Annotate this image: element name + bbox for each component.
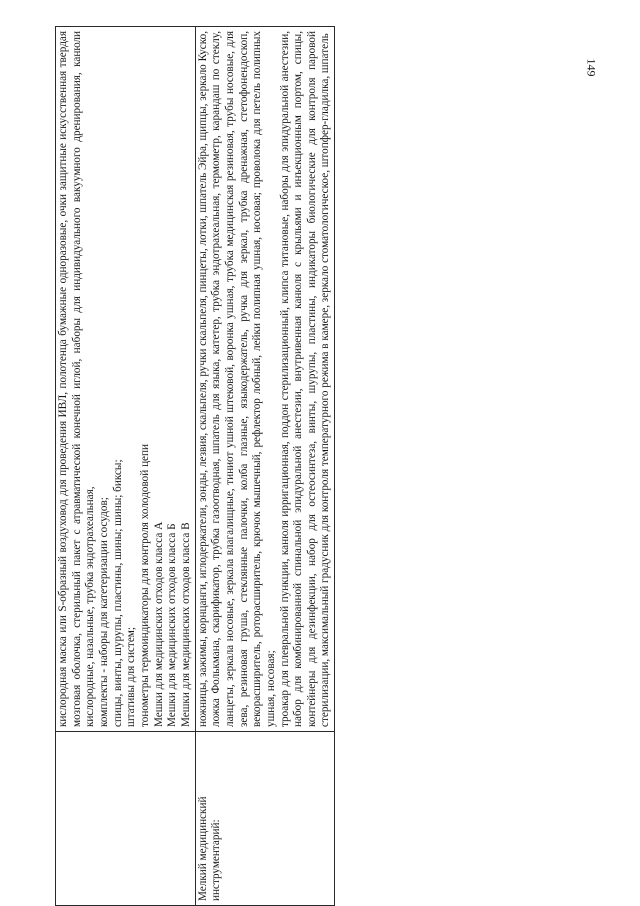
items-cell <box>56 27 196 732</box>
page-number: 149 <box>584 58 599 77</box>
item-line: Мешки для медицинских отходов класса В <box>179 522 192 727</box>
supplies-table <box>55 26 335 906</box>
item-line: кислородная маска или S-образный воздуховод для проведения ИВЛ, полотенца бумажные одноразовые, очки защитные искусственная твердая мозговая оболочка, стерильный пакет с атравматической конечной иглой, наборы для индивидуального вакуумного дренирования, канюли кислородные, назальные, трубка эндотрахеальная, <box>57 31 97 727</box>
table-row <box>56 27 196 906</box>
item-line: ножницы, зажимы, корнцанги, иглодержатели, зонды, лезвия, скальпеля, ручки скальпеля, пинцеты, лотки, шпатель Эйра, щипцы, зеркало Куско, ложка Фолькмана, скарификатор, трубка газоотводная, шпатель для языка, катетер, трубка эндотрахеальная, термометр, карандаш по стеклу, ланцеты, зеркала носовые, зеркала влагалищные, тиниот ушной штековой, воронка ушная, трубка медицинская резиновая, трубы носовые, для зева, резиновая груша, стеклянные палочки, колба глазные, языкодержатель, ручка для зеркал, трубка дренажная, стетофонендоскоп, векорасширитель, роторасширитель, крючок мышечный, рефлектор лобный, лейки полипная ушная, носовая; проволока для петель полипных ушная, носовая; <box>196 31 277 727</box>
item-line: Мешки для медицинских отходов класса А <box>152 521 165 727</box>
category-cell: Мелкий медицинский инструментарий: <box>195 732 335 906</box>
item-line: спицы, винты, шурупы, пластины, шины; шины; биксы; <box>111 459 124 727</box>
items-cell <box>195 27 335 732</box>
item-line: тонометры термоиндикаторы для контроля холодовой цепи <box>138 444 151 727</box>
table-row <box>195 27 335 906</box>
item-line: Мешки для медицинских отходов класса Б <box>166 523 179 727</box>
rotated-table-container <box>55 26 525 906</box>
category-cell <box>56 732 196 906</box>
item-line: комплекты - наборы для катетеризации сосудов; <box>97 497 110 727</box>
item-line: троакар для плевральной пункции, канюля ирригационная, поддон стерилизационный, клипса титановые, наборы для эпидуральной анестезии, набор для комбинированной спинальной эпидуральной анестезии, внутривенная канюля с крыльями и инъекционным портом, спицы, контейнеры для дезинфекции, набор для остеосинтеза, винты, шурупы, пластины, индикаторы биологические для контроля паровой стерилизации, максимальный градусник для контроля температурного режима в камере, зеркало стоматологическое, штопфер-гладилка, шпатель <box>278 31 332 727</box>
item-line: штативы для систем; <box>125 627 138 727</box>
